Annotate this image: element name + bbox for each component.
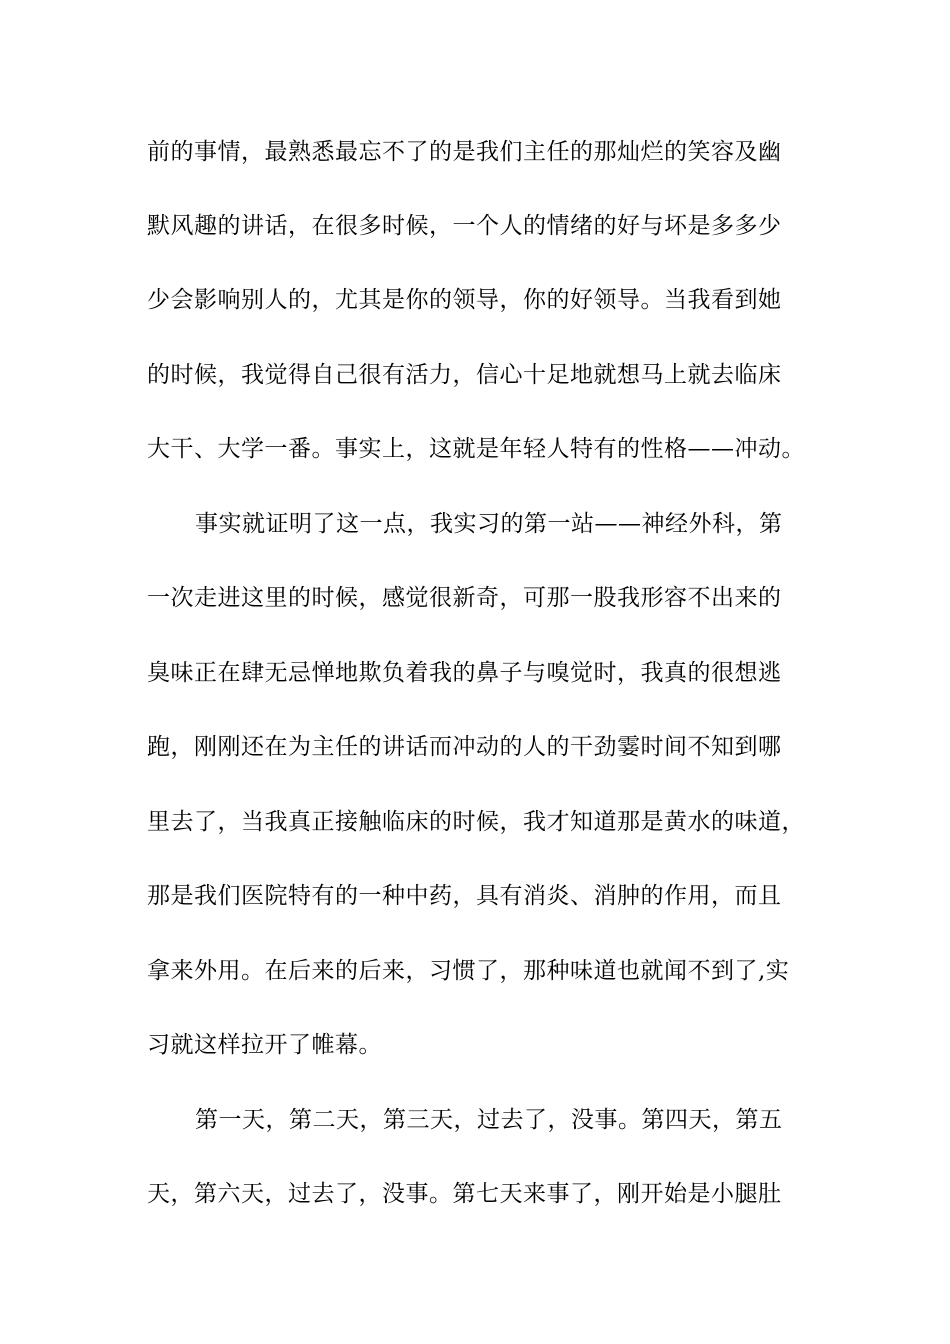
text-line-9: 跑，刚刚还在为主任的讲话而冲动的人的干劲霎时间不知到哪 bbox=[147, 734, 782, 760]
text-line-10: 里去了，当我真正接触临床的时候，我才知道那是黄水的味道， bbox=[147, 809, 805, 835]
text-line-12: 拿来外用。在后来的后来，习惯了，那种味道也就闻不到了,实 bbox=[147, 958, 790, 984]
text-line-5: 大干、大学一番。事实上，这就是年轻人特有的性格——冲动。 bbox=[147, 436, 805, 462]
text-line-11: 那是我们医院特有的一种中药，具有消炎、消肿的作用，而且 bbox=[147, 883, 782, 909]
text-line-3: 少会影响别人的，尤其是你的领导，你的好领导。当我看到她 bbox=[147, 287, 782, 313]
text-line-13: 习就这样拉开了帷幕。 bbox=[147, 1032, 382, 1058]
text-line-7: 一次走进这里的时候，感觉很新奇，可那一股我形容不出来的 bbox=[147, 585, 782, 611]
text-line-4: 的时候，我觉得自己很有活力，信心十足地就想马上就去临床 bbox=[147, 362, 782, 388]
text-line-2: 默风趣的讲话，在很多时候，一个人的情绪的好与坏是多多少 bbox=[147, 213, 782, 239]
text-line-1: 前的事情，最熟悉最忘不了的是我们主任的那灿烂的笑容及幽 bbox=[147, 139, 782, 165]
text-line-8: 臭味正在肆无忌惮地欺负着我的鼻子与嗅觉时，我真的很想逃 bbox=[147, 660, 782, 686]
paragraph-2-first-line: 事实就证明了这一点，我实习的第一站——神经外科，第 bbox=[195, 511, 783, 537]
text-line-15: 天，第六天，过去了，没事。第七天来事了，刚开始是小腿肚 bbox=[147, 1181, 782, 1207]
paragraph-3-first-line: 第一天，第二天，第三天，过去了，没事。第四天，第五 bbox=[195, 1107, 783, 1133]
